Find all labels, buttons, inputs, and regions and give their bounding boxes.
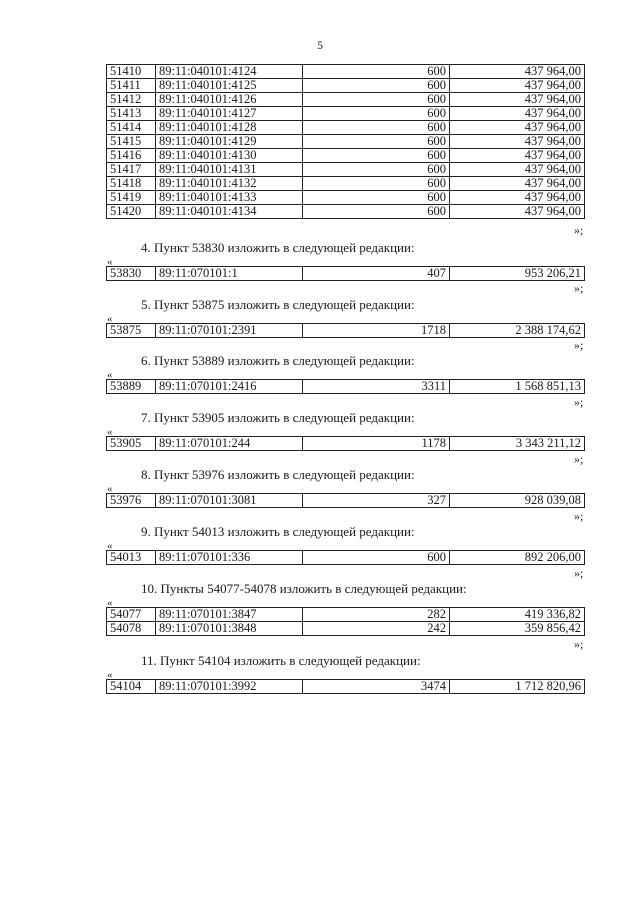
opening-quote: « xyxy=(107,313,113,325)
row-number-cell: 54077 xyxy=(107,608,156,622)
cadastral-value-cell: 437 964,00 xyxy=(450,93,585,107)
area-cell: 3311 xyxy=(303,380,450,394)
area-cell: 600 xyxy=(303,551,450,565)
area-cell: 327 xyxy=(303,494,450,508)
cadastral-number-cell: 89:11:070101:3081 xyxy=(156,494,303,508)
table-row xyxy=(107,680,585,694)
cadastral-value-cell: 359 856,42 xyxy=(450,622,585,636)
cadastral-number-cell: 89:11:070101:2391 xyxy=(156,324,303,338)
opening-quote: « xyxy=(107,669,113,681)
registry-table-6 xyxy=(106,379,585,394)
cadastral-value-cell: 2 388 174,62 xyxy=(450,324,585,338)
registry-table-continuation xyxy=(106,64,585,219)
cadastral-value-cell: 3 343 211,12 xyxy=(450,437,585,451)
row-number-cell: 51414 xyxy=(107,121,156,135)
cadastral-number-cell: 89:11:040101:4128 xyxy=(156,121,303,135)
row-number-cell: 51418 xyxy=(107,177,156,191)
row-number-cell: 51416 xyxy=(107,149,156,163)
opening-quote: « xyxy=(107,483,113,495)
row-number-cell: 51410 xyxy=(107,65,156,79)
row-number-cell: 51411 xyxy=(107,79,156,93)
row-number-cell: 51415 xyxy=(107,135,156,149)
table-row xyxy=(107,380,585,394)
section-heading-7: 7. Пункт 53905 изложить в следующей редакции: xyxy=(141,410,415,425)
cadastral-number-cell: 89:11:040101:4126 xyxy=(156,93,303,107)
area-cell: 600 xyxy=(303,121,450,135)
area-cell: 1178 xyxy=(303,437,450,451)
registry-table-7 xyxy=(106,436,585,451)
cadastral-number-cell: 89:11:040101:4124 xyxy=(156,65,303,79)
section-heading-10: 10. Пункты 54077-54078 изложить в следующей редакции: xyxy=(141,581,467,596)
table-row xyxy=(107,437,585,451)
table-row xyxy=(107,551,585,565)
cadastral-value-cell: 437 964,00 xyxy=(450,149,585,163)
area-cell: 600 xyxy=(303,163,450,177)
row-number-cell: 51419 xyxy=(107,191,156,205)
closing-quote: »; xyxy=(574,637,584,651)
table-row xyxy=(107,267,585,281)
registry-table-4 xyxy=(106,266,585,281)
table-row xyxy=(107,191,585,205)
registry-table-8 xyxy=(106,493,585,508)
cadastral-number-cell: 89:11:070101:3992 xyxy=(156,680,303,694)
cadastral-value-cell: 437 964,00 xyxy=(450,79,585,93)
cadastral-value-cell: 1 712 820,96 xyxy=(450,680,585,694)
closing-quote: »; xyxy=(574,338,584,352)
cadastral-number-cell: 89:11:040101:4129 xyxy=(156,135,303,149)
row-number-cell: 51420 xyxy=(107,205,156,219)
closing-quote: »; xyxy=(574,509,584,523)
opening-quote: « xyxy=(107,426,113,438)
opening-quote: « xyxy=(107,540,113,552)
table-row xyxy=(107,121,585,135)
section-heading-9: 9. Пункт 54013 изложить в следующей редакции: xyxy=(141,524,415,539)
cadastral-value-cell: 437 964,00 xyxy=(450,65,585,79)
cadastral-number-cell: 89:11:040101:4130 xyxy=(156,149,303,163)
table-row xyxy=(107,177,585,191)
cadastral-number-cell: 89:11:040101:4125 xyxy=(156,79,303,93)
closing-quote: »; xyxy=(574,452,584,466)
opening-quote: « xyxy=(107,369,113,381)
area-cell: 600 xyxy=(303,205,450,219)
opening-quote: « xyxy=(107,597,113,609)
registry-table-10 xyxy=(106,607,585,636)
area-cell: 407 xyxy=(303,267,450,281)
cadastral-number-cell: 89:11:040101:4134 xyxy=(156,205,303,219)
section-heading-11: 11. Пункт 54104 изложить в следующей редакции: xyxy=(141,653,421,668)
area-cell: 600 xyxy=(303,177,450,191)
section-heading-6: 6. Пункт 53889 изложить в следующей редакции: xyxy=(141,353,415,368)
row-number-cell: 51413 xyxy=(107,107,156,121)
table-row xyxy=(107,65,585,79)
table-row xyxy=(107,622,585,636)
cadastral-value-cell: 437 964,00 xyxy=(450,205,585,219)
section-heading-5: 5. Пункт 53875 изложить в следующей редакции: xyxy=(141,297,415,312)
opening-quote: « xyxy=(107,256,113,268)
row-number-cell: 53905 xyxy=(107,437,156,451)
cadastral-number-cell: 89:11:070101:244 xyxy=(156,437,303,451)
table-row xyxy=(107,107,585,121)
registry-table-11 xyxy=(106,679,585,694)
closing-quote: »; xyxy=(574,566,584,580)
cadastral-value-cell: 892 206,00 xyxy=(450,551,585,565)
row-number-cell: 54013 xyxy=(107,551,156,565)
row-number-cell: 51417 xyxy=(107,163,156,177)
cadastral-value-cell: 437 964,00 xyxy=(450,177,585,191)
area-cell: 600 xyxy=(303,65,450,79)
area-cell: 600 xyxy=(303,191,450,205)
row-number-cell: 53889 xyxy=(107,380,156,394)
cadastral-number-cell: 89:11:040101:4127 xyxy=(156,107,303,121)
table-row xyxy=(107,93,585,107)
registry-table-5 xyxy=(106,323,585,338)
cadastral-number-cell: 89:11:040101:4131 xyxy=(156,163,303,177)
cadastral-number-cell: 89:11:070101:1 xyxy=(156,267,303,281)
table-row xyxy=(107,79,585,93)
cadastral-value-cell: 1 568 851,13 xyxy=(450,380,585,394)
table-row xyxy=(107,205,585,219)
cadastral-number-cell: 89:11:070101:3847 xyxy=(156,608,303,622)
table-row xyxy=(107,494,585,508)
table-row xyxy=(107,608,585,622)
row-number-cell: 53976 xyxy=(107,494,156,508)
area-cell: 600 xyxy=(303,79,450,93)
row-number-cell: 54078 xyxy=(107,622,156,636)
area-cell: 282 xyxy=(303,608,450,622)
area-cell: 600 xyxy=(303,149,450,163)
table-row xyxy=(107,149,585,163)
cadastral-value-cell: 437 964,00 xyxy=(450,191,585,205)
cadastral-number-cell: 89:11:070101:336 xyxy=(156,551,303,565)
cadastral-value-cell: 419 336,82 xyxy=(450,608,585,622)
area-cell: 1718 xyxy=(303,324,450,338)
cadastral-value-cell: 437 964,00 xyxy=(450,135,585,149)
cadastral-value-cell: 953 206,21 xyxy=(450,267,585,281)
closing-quote: »; xyxy=(574,281,584,295)
cadastral-value-cell: 437 964,00 xyxy=(450,121,585,135)
area-cell: 600 xyxy=(303,135,450,149)
table-row xyxy=(107,135,585,149)
row-number-cell: 53875 xyxy=(107,324,156,338)
section-heading-8: 8. Пункт 53976 изложить в следующей редакции: xyxy=(141,467,415,482)
area-cell: 600 xyxy=(303,93,450,107)
table-row xyxy=(107,163,585,177)
cadastral-number-cell: 89:11:040101:4132 xyxy=(156,177,303,191)
cadastral-number-cell: 89:11:070101:2416 xyxy=(156,380,303,394)
area-cell: 3474 xyxy=(303,680,450,694)
row-number-cell: 51412 xyxy=(107,93,156,107)
closing-quote: »; xyxy=(574,395,584,409)
row-number-cell: 54104 xyxy=(107,680,156,694)
closing-quote: »; xyxy=(574,223,584,237)
area-cell: 600 xyxy=(303,107,450,121)
page-number: 5 xyxy=(317,38,323,52)
cadastral-value-cell: 437 964,00 xyxy=(450,107,585,121)
section-heading-4: 4. Пункт 53830 изложить в следующей редакции: xyxy=(141,240,415,255)
cadastral-value-cell: 437 964,00 xyxy=(450,163,585,177)
row-number-cell: 53830 xyxy=(107,267,156,281)
cadastral-value-cell: 928 039,08 xyxy=(450,494,585,508)
cadastral-number-cell: 89:11:040101:4133 xyxy=(156,191,303,205)
area-cell: 242 xyxy=(303,622,450,636)
table-row xyxy=(107,324,585,338)
cadastral-number-cell: 89:11:070101:3848 xyxy=(156,622,303,636)
registry-table-9 xyxy=(106,550,585,565)
